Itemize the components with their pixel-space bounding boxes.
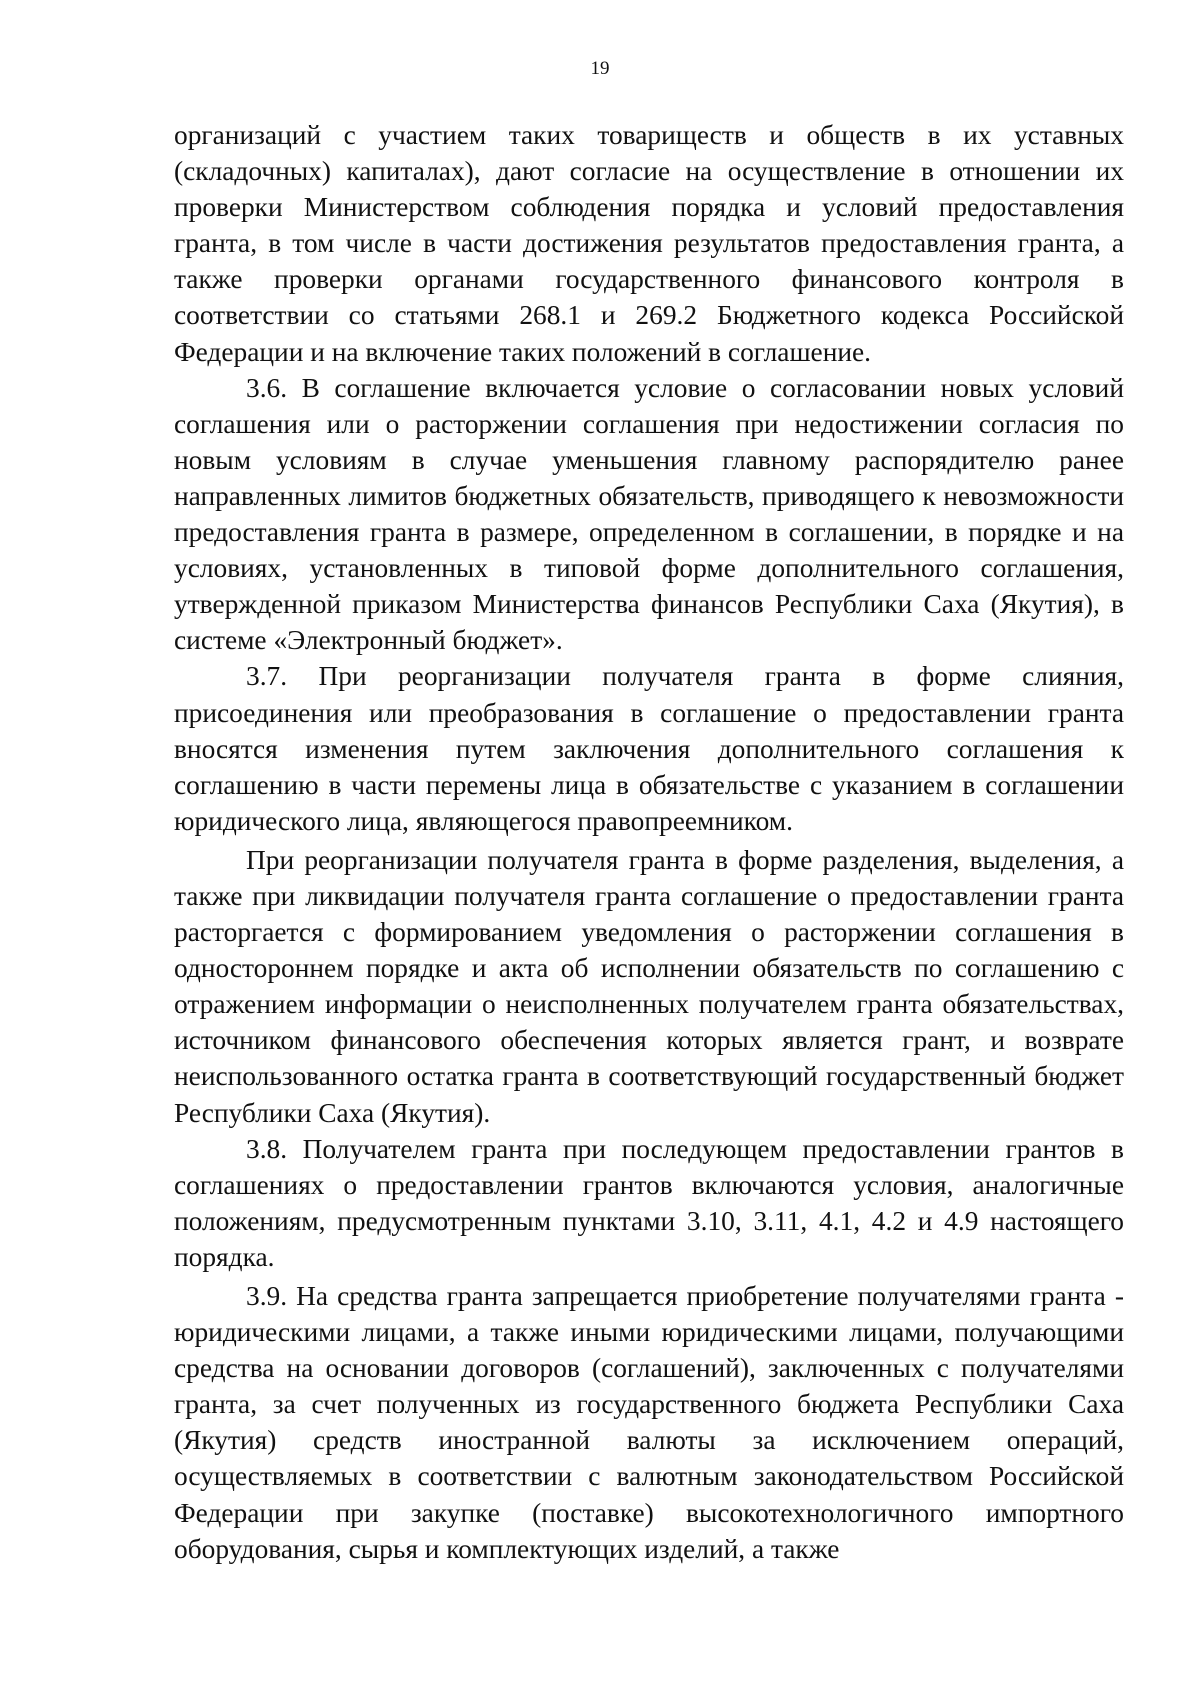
paragraph-3-6: 3.6. В соглашение включается условие о согласовании новых условий соглашения или о расторжении соглашения при недостижении согласия по новым условиям в случае уменьшения главному распорядителю ранее направленных лимитов бюджетных обязательств, приводящего к невозможности предоставления гранта в размере, определенном в соглашении, в порядке и на условиях, установленных в типовой форме дополнительного соглашения, утвержденной приказом Министерства финансов Республики Саха (Якутия), в системе «Электронный бюджет». bbox=[174, 372, 1124, 656]
paragraph-reorganization: При реорганизации получателя гранта в форме разделения, выделения, а также при ликвидации получателя гранта соглашение о предоставлении гранта расторгается с формированием уведомления о расторжении соглашения в одностороннем порядке и акта об исполнении обязательств по соглашению с отражением информации о неисполненных получателем гранта обязательствах, источником финансового обеспечения которых является грант, и возврате неиспользованного остатка гранта в соответствующий государственный бюджет Республики Саха (Якутия). bbox=[174, 844, 1124, 1128]
document-body bbox=[174, 117, 1124, 1567]
page-number: 19 bbox=[590, 58, 610, 79]
paragraph-3-8: 3.8. Получателем гранта при последующем предоставлении грантов в соглашениях о предоставлении грантов включаются условия, аналогичные положениям, предусмотренным пунктами 3.10, 3.11, 4.1, 4.2 и 4.9 настоящего порядка. bbox=[174, 1133, 1124, 1272]
paragraph-continuation: организаций с участием таких товариществ и обществ в их уставных (складочных) капиталах), дают согласие на осуществление в отношении их проверки Министерством соблюдения порядка и условий предоставления гранта, в том числе в части достижения результатов предоставления гранта, а также проверки органами государственного финансового контроля в соответствии со статьями 268.1 и 269.2 Бюджетного кодекса Российской Федерации и на включение таких положений в соглашение. bbox=[174, 120, 1124, 367]
paragraph-3-7: 3.7. При реорганизации получателя гранта в форме слияния, присоединения или преобразования в соглашение о предоставлении гранта вносятся изменения путем заключения дополнительного соглашения к соглашению в части перемены лица в обязательстве с указанием в соглашении юридического лица, являющегося правопреемником. bbox=[174, 661, 1124, 836]
paragraph-3-9: 3.9. На средства гранта запрещается приобретение получателями гранта - юридическими лицами, а также иными юридическими лицами, получающими средства на основании договоров (соглашений), заключенных с получателями гранта, за счет полученных из государственного бюджета Республики Саха (Якутия) средств иностранной валюты за исключением операций, осуществляемых в соответствии с валютным законодательством Российской Федерации при закупке (поставке) высокотехнологичного импортного оборудования, сырья и комплектующих изделий, а также bbox=[174, 1281, 1124, 1564]
